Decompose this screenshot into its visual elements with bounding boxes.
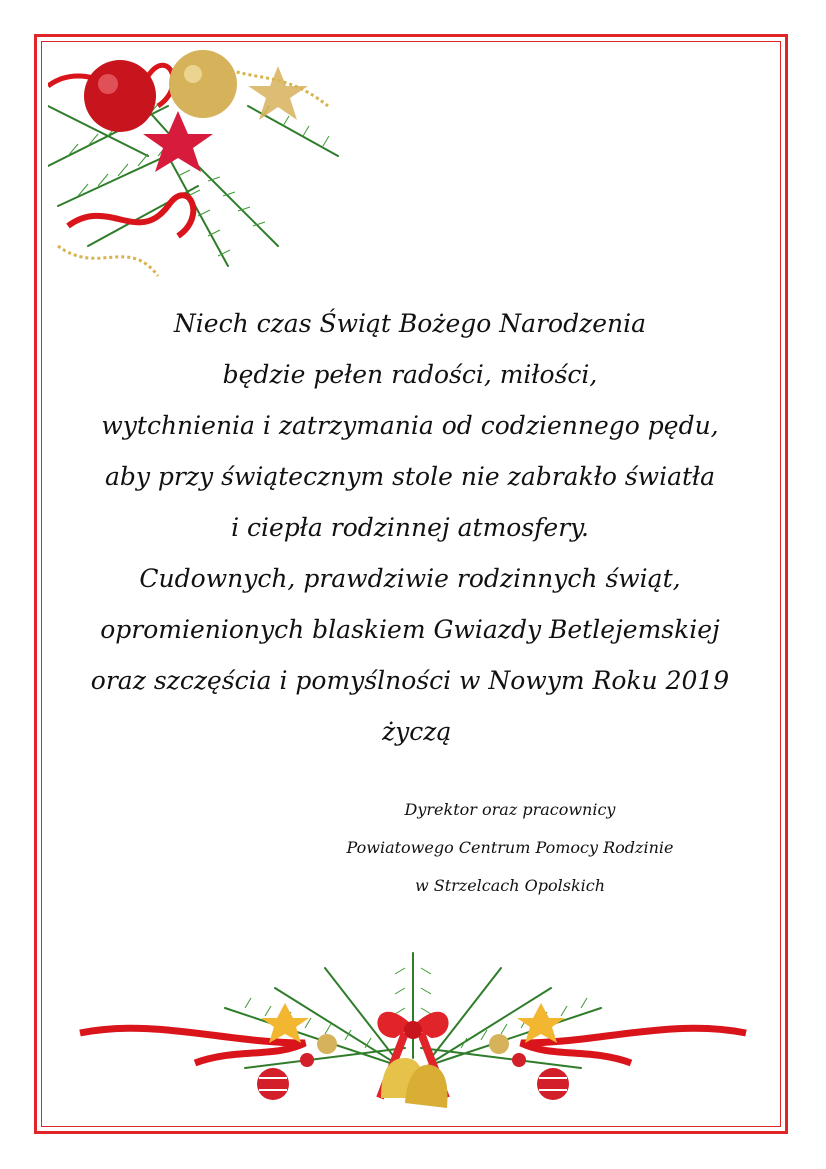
greeting-line: aby przy świątecznym stole nie zabrakło światła: [104, 462, 716, 491]
christmas-ornaments-corner-icon: [48, 46, 358, 296]
greeting-line: Cudownych, prawdziwie rodzinnych świąt,: [139, 564, 681, 593]
greeting-wish: życzą: [382, 717, 452, 746]
greeting-line: wytchnienia i zatrzymania od codziennego pędu,: [101, 411, 719, 440]
greeting-line: oraz szczęścia i pomyślności w Nowym Roku 2019: [90, 666, 730, 695]
greeting-line: opromienionych blaskiem Gwiazdy Betlejemskiej: [100, 615, 720, 644]
signature-block: [330, 791, 690, 905]
pine-garland-icon: [75, 948, 751, 1118]
greeting-text: [60, 298, 760, 757]
signature-line: Powiatowego Centrum Pomocy Rodzinie: [346, 838, 674, 857]
greeting-line: i ciepła rodzinnej atmosfery.: [231, 513, 589, 542]
signature-line: Dyrektor oraz pracownicy: [404, 800, 616, 819]
greeting-line: Niech czas Świąt Bożego Narodzenia: [173, 309, 647, 338]
signature-line: w Strzelcach Opolskich: [414, 876, 606, 895]
greeting-line: będzie pełen radości, miłości,: [222, 360, 598, 389]
